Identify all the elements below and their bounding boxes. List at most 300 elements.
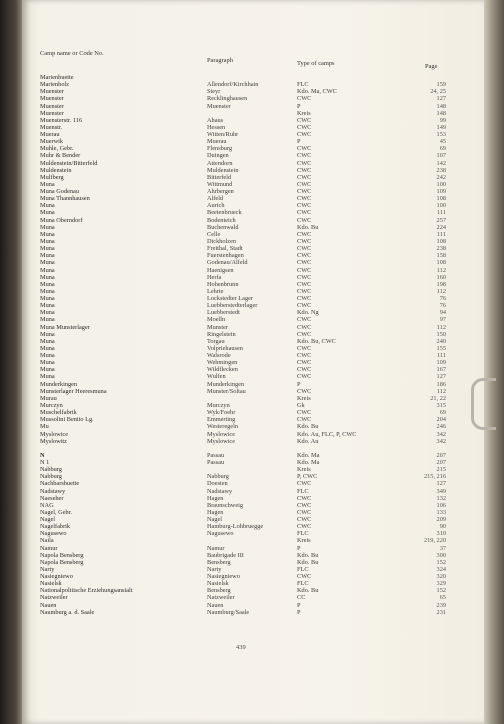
page-ref: 149 — [436, 123, 446, 131]
paragraph: Narty — [207, 565, 222, 573]
camp-type: P — [297, 380, 301, 388]
index-row — [40, 573, 446, 580]
camp-name: Muna — [40, 230, 55, 238]
camp-name: Muna — [40, 309, 55, 317]
camp-name: Muenster — [40, 109, 64, 117]
index-row — [40, 502, 446, 509]
camp-type: CWC — [297, 209, 312, 217]
paragraph: Bitterfeld — [207, 173, 232, 181]
paragraph: Moelln — [207, 316, 226, 324]
camp-name: Muna — [40, 266, 55, 274]
camp-name: Narty — [40, 565, 55, 573]
paragraph: Wyk/Foehr — [207, 409, 236, 417]
index-row — [40, 88, 446, 95]
index-row — [40, 594, 446, 601]
camp-type: CWC — [297, 266, 312, 274]
camp-name: Nagusewo — [40, 530, 67, 538]
page-ref: 167 — [436, 366, 446, 374]
index-row — [40, 309, 446, 316]
paragraph: Herfa — [207, 273, 222, 281]
page-ref: 329 — [436, 580, 446, 588]
paragraph: Dickholzen — [207, 237, 237, 245]
camp-name: Muna — [40, 252, 55, 260]
index-row — [40, 188, 446, 195]
index-row — [40, 473, 446, 480]
index-row — [40, 566, 446, 573]
page-ref: 148 — [436, 109, 446, 117]
camp-type: CWC — [297, 202, 312, 210]
page-ref: 21, 22 — [430, 394, 446, 402]
camp-name: Marienhuette — [40, 74, 74, 81]
paragraph: Volpriehausen — [207, 344, 243, 352]
camp-name: Muna — [40, 352, 55, 360]
camp-type: CWC — [297, 316, 312, 324]
camp-name: Muenster — [40, 88, 64, 96]
camp-type: CWC — [297, 195, 312, 203]
paragraph: Luebberstedt — [207, 309, 240, 317]
camp-name: N — [40, 451, 45, 459]
camp-type: CWC — [297, 188, 312, 196]
page-ref: 69 — [439, 145, 446, 153]
camp-name: Muna Thannhausen — [40, 195, 90, 203]
index-row — [40, 345, 446, 352]
camp-type: CWC — [297, 501, 312, 509]
camp-name: Nachbarshuette — [40, 480, 80, 488]
camp-type: CC — [297, 594, 306, 602]
index-row — [40, 202, 446, 209]
camp-type: CWC — [297, 323, 312, 331]
paragraph: Munderkingen — [207, 380, 245, 388]
camp-type: Kreis — [297, 109, 311, 117]
camp-name: Napola Bensberg — [40, 558, 84, 566]
page-ref: 97 — [439, 316, 446, 324]
paragraph: Nagel — [207, 516, 223, 524]
page-ref: 112 — [436, 266, 446, 274]
camp-type: Kreis — [297, 466, 311, 474]
camp-name: Nagel — [40, 516, 56, 524]
index-row — [40, 324, 446, 331]
page-ref: 160 — [436, 273, 446, 281]
camp-type: CWC — [297, 516, 312, 524]
paragraph: Freithal, Stadt — [207, 245, 243, 253]
page-ref: 342 — [436, 430, 446, 438]
page-ref: 215 — [436, 466, 446, 474]
index-row — [40, 152, 446, 159]
index-row — [40, 352, 446, 359]
camp-type: P — [297, 138, 301, 146]
index-row — [40, 480, 446, 487]
index-row — [40, 402, 446, 409]
camp-name: Muna Oberndorf — [40, 216, 83, 224]
camp-type: FLC — [297, 580, 309, 588]
camp-type: Kreis — [297, 394, 311, 402]
paragraph: Emmerting — [207, 416, 236, 424]
page-ref: 246 — [436, 423, 446, 431]
paragraph: Nadstawy — [207, 487, 233, 495]
paragraph: Aurich — [207, 202, 225, 210]
camp-name: Muna — [40, 302, 55, 310]
paragraph: Wildflecken — [207, 366, 238, 374]
page-ref: 224 — [436, 223, 446, 231]
page-ref: 239 — [436, 601, 446, 609]
camp-type: CWC — [297, 237, 312, 245]
paragraph: Natzweiler — [207, 594, 235, 602]
camp-name: Nadstawy — [40, 487, 66, 495]
index-row — [40, 103, 446, 110]
index-row — [40, 552, 446, 559]
paragraph: Bodenteich — [207, 216, 236, 224]
page-ref: 45 — [439, 138, 446, 146]
index-row — [40, 587, 446, 594]
camp-type: P — [297, 608, 301, 616]
index-row — [40, 238, 446, 245]
camp-name: Muna — [40, 373, 55, 381]
paragraph: Muldenstein — [207, 166, 239, 174]
paragraph: Braunschweig — [207, 501, 244, 509]
camp-type: CWC — [297, 159, 312, 167]
page-ref: 108 — [436, 195, 446, 203]
paragraph: Nabburg — [207, 473, 229, 481]
index-row — [40, 559, 446, 566]
header-page: Page — [425, 63, 438, 70]
camp-name: Muna — [40, 295, 55, 303]
index-row — [40, 267, 446, 274]
index-row — [40, 459, 446, 466]
camp-type: CWC — [297, 280, 312, 288]
camp-name: Muna — [40, 180, 55, 188]
index-row — [40, 138, 446, 145]
camp-name: Muna Munsterlager — [40, 323, 90, 331]
paragraph: Hohenbrunn — [207, 280, 239, 288]
camp-type: Kdo. Au — [297, 437, 319, 445]
index-row — [40, 602, 446, 609]
index-row — [40, 395, 446, 402]
camp-name: Muna — [40, 337, 55, 345]
camp-name: Murau — [40, 394, 57, 402]
paragraph: Steyr — [207, 88, 221, 96]
page-ref: 186 — [436, 380, 446, 388]
paragraph: Walsrode — [207, 352, 231, 360]
paragraph: Ahrbergen — [207, 188, 234, 196]
index-row — [40, 359, 446, 366]
page-ref: 112 — [436, 287, 446, 295]
page-ref: 76 — [439, 295, 446, 303]
camp-name: Mu — [40, 423, 49, 431]
camp-type: CWC — [297, 230, 312, 238]
index-row — [40, 452, 446, 459]
page-ref: 159 — [436, 81, 446, 89]
camp-name: Muschelfabrik — [40, 409, 77, 417]
camp-name: Muna — [40, 273, 55, 281]
page-ref: 109 — [436, 359, 446, 367]
camp-type: FLC — [297, 565, 309, 573]
index-row — [40, 74, 446, 81]
camp-name: Munderkingen — [40, 380, 78, 388]
page-ref: 127 — [436, 95, 446, 103]
camp-name: Naumburg a. d. Saale — [40, 608, 95, 616]
camp-name: Muna — [40, 259, 55, 267]
page-ref: 99 — [439, 116, 446, 124]
camp-type: Kdo. Ma — [297, 459, 320, 467]
paragraph: Duingen — [207, 152, 229, 160]
camp-name: N 1 — [40, 459, 50, 467]
index-row — [40, 438, 446, 445]
camp-name: Murczyn — [40, 401, 63, 409]
camp-name: Muldenstein/Bitterfeld — [40, 159, 98, 167]
camp-type: CWC — [297, 330, 312, 338]
page-ref: 231 — [436, 608, 446, 616]
camp-name: Natzweiler — [40, 594, 68, 602]
index-row — [40, 274, 446, 281]
camp-type: Gk — [297, 401, 305, 409]
page-ref: 111 — [437, 352, 446, 360]
index-row — [40, 445, 446, 452]
page-ref: 106 — [436, 501, 446, 509]
page-ref: 133 — [436, 508, 446, 516]
camp-type: CWC — [297, 344, 312, 352]
camp-name: Myslowice — [40, 430, 68, 438]
camp-type: Kdo. Bu — [297, 423, 319, 431]
camp-type: CWC — [297, 523, 312, 531]
page-ref: 94 — [439, 309, 446, 317]
camp-name: Muna — [40, 209, 55, 217]
page-ref: 127 — [436, 480, 446, 488]
index-row — [40, 331, 446, 338]
page-ref: 112 — [436, 387, 446, 395]
paragraph: Westeregeln — [207, 423, 238, 431]
index-row — [40, 124, 446, 131]
page-ref: 158 — [436, 252, 446, 260]
camp-name: Nagel, Gebr. — [40, 508, 72, 516]
paragraph: Lehrte — [207, 287, 224, 295]
camp-type: P — [297, 544, 301, 552]
page-ref: 324 — [436, 565, 446, 573]
paragraph: Nagusewo — [207, 530, 234, 538]
paragraph: Naumburg/Saale — [207, 608, 250, 616]
camp-type: CWC — [297, 131, 312, 139]
camp-name: Muna — [40, 245, 55, 253]
camp-type: CWC — [297, 259, 312, 267]
page-ref: 152 — [436, 587, 446, 595]
index-row — [40, 431, 446, 438]
camp-type: Kdo. Bu — [297, 223, 319, 231]
index-row — [40, 195, 446, 202]
paragraph: Attendorn — [207, 159, 233, 167]
page-ref: 108 — [436, 237, 446, 245]
page-ref: 153 — [436, 131, 446, 139]
header-type-of-camps: Type of camps — [297, 60, 335, 67]
paragraph: Alfeld — [207, 195, 224, 203]
camp-name: Namur — [40, 544, 58, 552]
paragraph: Hamburg-Lohbruegge — [207, 523, 264, 531]
page-ref: 207 — [436, 451, 446, 459]
camp-name: Muhle, Gebr. — [40, 145, 74, 153]
page-ref: 349 — [436, 487, 446, 495]
page-ref: 109 — [436, 188, 446, 196]
paragraph: Munster — [207, 323, 228, 331]
page-ref: 204 — [436, 416, 446, 424]
paragraph: Wittmund — [207, 180, 233, 188]
index-row — [40, 217, 446, 224]
paragraph: Hagen — [207, 494, 224, 502]
index-row — [40, 117, 446, 124]
camp-type: CWC — [297, 216, 312, 224]
camp-name: Naila — [40, 537, 54, 545]
index-row — [40, 174, 446, 181]
paragraph: Ahaus — [207, 116, 224, 124]
camp-type: CWC — [297, 273, 312, 281]
page-ref: 242 — [436, 173, 446, 181]
paragraph: Munster/Soltau — [207, 387, 246, 395]
page-ref: 107 — [436, 152, 446, 160]
camp-name: Muna — [40, 359, 55, 367]
paragraph: Bensberg — [207, 558, 231, 566]
index-row — [40, 423, 446, 430]
paragraph: Myslowice — [207, 437, 235, 445]
camp-type: CWC — [297, 166, 312, 174]
page-ref: 100 — [436, 202, 446, 210]
paragraph: Murczyn — [207, 401, 230, 409]
index-row — [40, 530, 446, 537]
paper-clip — [471, 378, 496, 430]
camp-type: CWC — [297, 373, 312, 381]
camp-name: Muenstr. — [40, 123, 63, 131]
paragraph: Witten/Ruhr — [207, 131, 239, 139]
page-ref: 37 — [439, 544, 446, 552]
camp-type: Kdo. Bu, CWC — [297, 337, 336, 345]
paragraph: Haenigsen — [207, 266, 234, 274]
camp-name: Nauen — [40, 601, 57, 609]
page-ref: 111 — [437, 209, 446, 217]
page-ref: 209 — [436, 516, 446, 524]
index-row — [40, 495, 446, 502]
paragraph: Nauen — [207, 601, 224, 609]
index-row — [40, 252, 446, 259]
camp-type: CWC — [297, 116, 312, 124]
header-paragraph: Paragraph — [207, 57, 233, 64]
page-ref: 315 — [436, 401, 446, 409]
camp-name: Nabburg — [40, 473, 62, 481]
index-row — [40, 545, 446, 552]
camp-name: Napola Bensberg — [40, 551, 84, 559]
camp-type: CWC — [297, 145, 312, 153]
paragraph: Hessen — [207, 123, 226, 131]
index-row — [40, 181, 446, 188]
paragraph: Recklinghausen — [207, 95, 248, 103]
camp-type: CWC — [297, 245, 312, 253]
index-row — [40, 381, 446, 388]
camp-type: Kdo. Ma — [297, 451, 320, 459]
page-ref: 24, 25 — [430, 88, 446, 96]
camp-type: CWC — [297, 180, 312, 188]
camp-type: CWC — [297, 494, 312, 502]
camp-type: FLC — [297, 487, 309, 495]
paragraph: Bensberg — [207, 587, 231, 595]
camp-type: CWC — [297, 173, 312, 181]
camp-name: Muna — [40, 202, 55, 210]
index-row — [40, 231, 446, 238]
camp-type: P — [297, 102, 301, 110]
page-ref: 198 — [436, 280, 446, 288]
camp-name: Muna — [40, 237, 55, 245]
index-row — [40, 281, 446, 288]
camp-name: NAG — [40, 501, 54, 509]
index-row — [40, 516, 446, 523]
camp-name: Marienholz — [40, 81, 70, 89]
camp-name: Muna — [40, 330, 55, 338]
camp-type: P — [297, 601, 301, 609]
index-row — [40, 466, 446, 473]
page-ref: 310 — [436, 530, 446, 538]
index-row — [40, 259, 446, 266]
camp-name: Mussolini Benito Lg. — [40, 416, 94, 424]
camp-name: Muna — [40, 366, 55, 374]
paragraph: Doesten — [207, 480, 228, 488]
page-ref: 111 — [437, 230, 446, 238]
index-row — [40, 388, 446, 395]
camp-type: Kdo. Ng — [297, 309, 319, 317]
camp-name: Mulfberg — [40, 173, 64, 181]
index-row — [40, 160, 446, 167]
camp-type: Kdo. Bu — [297, 551, 319, 559]
page-ref: 257 — [436, 216, 446, 224]
camp-name: Muna — [40, 280, 55, 288]
page-ref: 112 — [436, 323, 446, 331]
paragraph: Nasielsk — [207, 580, 229, 588]
page-number: 439 — [236, 644, 246, 651]
page-ref: 90 — [439, 523, 446, 531]
page-ref: 238 — [436, 245, 446, 253]
index-row — [40, 95, 446, 102]
camp-name: Muerau — [40, 131, 60, 139]
index-row — [40, 302, 446, 309]
index-row — [40, 295, 446, 302]
camp-type: CWC — [297, 508, 312, 516]
camp-type: Kdo. Ma, CWC — [297, 88, 337, 96]
page-ref: 65 — [439, 594, 446, 602]
index-row — [40, 373, 446, 380]
index-row — [40, 245, 446, 252]
camp-type: CWC — [297, 352, 312, 360]
page-ref: 240 — [436, 337, 446, 345]
header-camp-name: Camp name or Code No. — [40, 50, 104, 57]
camp-name: Muna — [40, 344, 55, 352]
camp-type: CWC — [297, 480, 312, 488]
paragraph: Wehmingen — [207, 359, 238, 367]
index-row — [40, 316, 446, 323]
page-ref: 219, 220 — [423, 537, 446, 545]
camp-type: CWC — [297, 287, 312, 295]
camp-name: Myslowitz — [40, 437, 67, 445]
paragraph: Ringelstein — [207, 330, 236, 338]
camp-name: Muenster — [40, 102, 64, 110]
camp-type: CWC — [297, 573, 312, 581]
paragraph: Flensburg — [207, 145, 233, 153]
index-row — [40, 288, 446, 295]
index-row — [40, 537, 446, 544]
camp-type: CWC — [297, 302, 312, 310]
camp-type: CWC — [297, 416, 312, 424]
paragraph: Wulfen — [207, 373, 226, 381]
index-row — [40, 580, 446, 587]
paragraph: Beetenbrueck — [207, 209, 242, 217]
camp-type: Kdo. Au, FLC, P, CWC — [297, 430, 357, 438]
camp-name: Muhr & Bender — [40, 152, 81, 160]
page-ref: 148 — [436, 102, 446, 110]
camp-name: Muna — [40, 287, 55, 295]
page-ref: 142 — [436, 159, 446, 167]
camp-name: Muna — [40, 316, 55, 324]
